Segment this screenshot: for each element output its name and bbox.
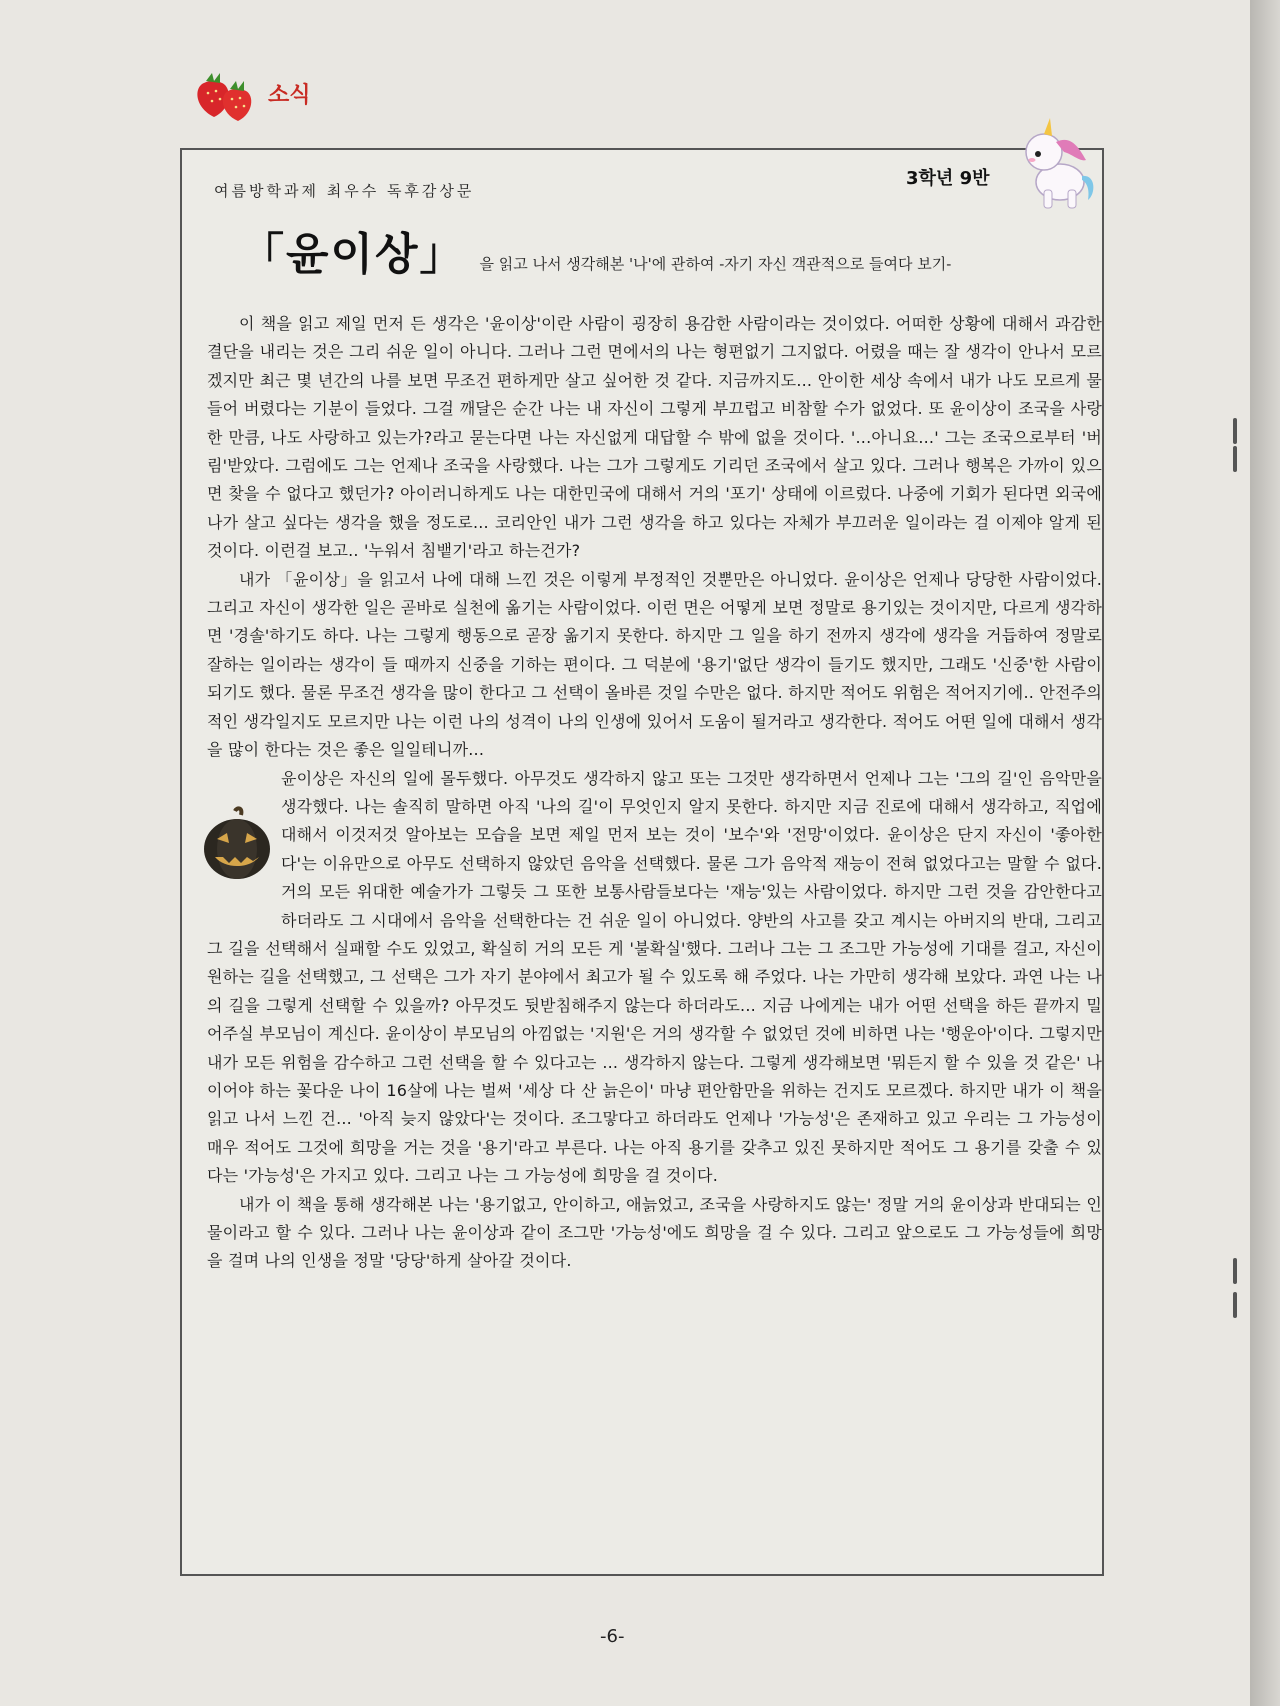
strawberry-icon xyxy=(192,63,274,123)
paragraph-1: 이 책을 읽고 제일 먼저 든 생각은 '윤이상'이란 사람이 굉장히 용감한 사람이라는 것이었다. 어떠한 상황에 대해서 과감한 결단을 내리는 것은 그리 쉬운 일이 아니다. 그러나 그런 면에서의 나는 형편없기 그지없다. 어렸을 때는 잘 생각이 안나서 모르겠지만 최근 몇 년간의 나를 보면 무조건 편하게만 살고 싶어한 것 같다. 지금까지도... 안이한 세상 속에서 내가 나도 모르게 물들어 버렸다는 기분이 들었다. 그걸 깨달은 순간 나는 내 자신이 그렇게 부끄럽고 비참할 수가 없었다. 또 윤이상이 조국을 사랑한 만큼, 나도 사랑하고 있는가?라고 묻는다면 나는 자신없게 대답할 수 밖에 없을 것이다. '...아니요...' 그는 조국으로부터 '버림'받았다. 그럼에도 그는 언제나 조국을 사랑했다. 나는 그가 그렇게도 기리던 조국에서 살고 있다. 그러나 행복은 가까이 있으면 찾을 수 없다고 했던가? 아이러니하게도 나는 대한민국에 대해서 거의 '포기' 상태에 이르렀다. 나중에 기회가 된다면 외국에 나가 살고 싶다는 생각을 했을 정도로... 코리안인 내가 그런 생각을 하고 있다는 자체가 부끄러운 일이라는 걸 이제야 알게 된 것이다. 이런걸 보고.. '누워서 침뱉기'라고 하는건가? xyxy=(207,314,1102,561)
binding-edge xyxy=(1250,0,1280,1706)
unicorn-icon xyxy=(1010,116,1100,216)
header-title: 소식 xyxy=(268,81,311,108)
newsletter-header xyxy=(192,58,311,128)
essay-body xyxy=(207,310,1102,1276)
pumpkin-icon xyxy=(201,765,273,935)
award-subtitle: 여름방학과제 최우수 독후감상문 xyxy=(214,182,475,200)
staple-mark xyxy=(1233,1258,1237,1284)
staple-mark xyxy=(1233,1292,1237,1318)
staple-mark xyxy=(1233,446,1237,472)
article-title xyxy=(240,218,1100,282)
title-subheading: 을 읽고 나서 생각해본 '나'에 관하여 -자기 자신 객관적으로 들여다 보기- xyxy=(479,255,952,273)
page-number: -6- xyxy=(600,1626,625,1647)
staple-mark xyxy=(1233,418,1237,444)
paragraph-4: 내가 이 책을 통해 생각해본 나는 '용기없고, 안이하고, 애늙었고, 조국을 사랑하지도 않는' 정말 거의 윤이상과 반대되는 인물이라고 할 수 있다. 그러나 나는 윤이상과 같이 조그만 '가능성'에도 희망을 걸 수 있다. 그리고 앞으로도 그 가능성들에 희망을 걸며 나의 인생을 정말 '당당'하게 살아갈 것이다. xyxy=(207,1194,1102,1271)
book-title: 「윤이상」 xyxy=(240,229,466,280)
grade-label: 3학년 9반 xyxy=(906,168,990,189)
paragraph-3: 윤이상은 자신의 일에 몰두했다. 아무것도 생각하지 않고 또는 그것만 생각하면서 언제나 그는 '그의 길'인 음악만을 생각했다. 나는 솔직히 말하면 아직 '나의 길'이 무엇인지 알지 못한다. 하지만 지금 진로에 대해서 생각하고, 직업에 대해서 이것저것 알아보는 모습을 보면 제일 먼저 보는 것이 '보수'와 '전망'이었다. 윤이상은 단지 자신이 '좋아한다'는 이유만으로 아무도 선택하지 않았던 음악을 선택했다. 물론 그가 음악적 재능이 전혀 없었다고는 말할 수 없다. 거의 모든 위대한 예술가가 그렇듯 그 또한 보통사람들보다는 '재능'있는 사람이었다. 하지만 그런 것을 감안한다고 하더라도 그 시대에서 음악을 선택한다는 건 쉬운 일이 아니었다. 양반의 사고를 갖고 계시는 아버지의 반대, 그리고 그 길을 선택해서 실패할 수도 있었고, 확실히 거의 모든 게 '불확실'했다. 그러나 그는 그 조그만 가능성에 기대를 걸고, 자신이 원하는 길을 선택했고, 그 선택은 그가 자기 분야에서 최고가 될 수 있도록 해 주었다. 나는 가만히 생각해 보았다. 과연 나는 나의 길을 그렇게 선택할 수 있을까? 아무것도 뒷받침해주지 않는다 하더라도... 지금 나에게는 내가 어떤 선택을 하든 끝까지 밀어주실 부모님이 계신다. 윤이상이 부모님의 아낌없는 '지원'은 거의 생각할 수 없었던 것에 비하면 나는 '행운아'이다. 그렇지만 내가 모든 위험을 감수하고 그런 선택을 할 수 있다고는 ... 생각하지 않는다. 그렇게 생각해보면 '뭐든지 할 수 있을 것 같은' 나이어야 하는 꽃다운 나이 16살에 나는 벌써 '세상 다 산 늙은이' 마냥 편안함만을 위하는 건지도 모르겠다. 하지만 내가 이 책을 읽고 나서 느낀 건... '아직 늦지 않았다'는 것이다. 조그맣다고 하더라도 언제나 '가능성'은 존재하고 있고 우리는 그 가능성이 매우 적어도 그것에 희망을 거는 것을 '용기'라고 부른다. 나는 아직 용기를 갖추고 있진 못하지만 적어도 그 용기를 갖출 수 있다는 '가능성'은 가지고 있다. 그리고 나는 그 가능성에 희망을 걸 것이다. xyxy=(207,768,1102,1186)
paragraph-2: 내가 「윤이상」을 읽고서 나에 대해 느낀 것은 이렇게 부정적인 것뿐만은 아니었다. 윤이상은 언제나 당당한 사람이었다. 그리고 자신이 생각한 일은 곧바로 실천에 옮기는 사람이었다. 이런 면은 어떻게 보면 정말로 용기있는 것이지만, 다르게 생각하면 '경솔'하기도 하다. 나는 그렇게 행동으로 곧장 옮기지 못한다. 하지만 그 일을 하기 전까지 생각에 생각을 거듭하여 정말로 잘하는 일이라는 생각이 들 때까지 신중을 기하는 편이다. 그 덕분에 '용기'없단 생각이 들기도 했지만, 그래도 '신중'한 사람이 되기도 했다. 물론 무조건 생각을 많이 한다고 그 선택이 올바른 것일 수만은 없다. 하지만 적어도 위험은 적어지기에.. 안전주의적인 생각일지도 모르지만 나는 이런 나의 성격이 나의 인생에 있어서 도움이 될거라고 생각한다. 적어도 어떤 일에 대해서 생각을 많이 한다는 것은 좋은 일일테니까... xyxy=(207,569,1102,760)
